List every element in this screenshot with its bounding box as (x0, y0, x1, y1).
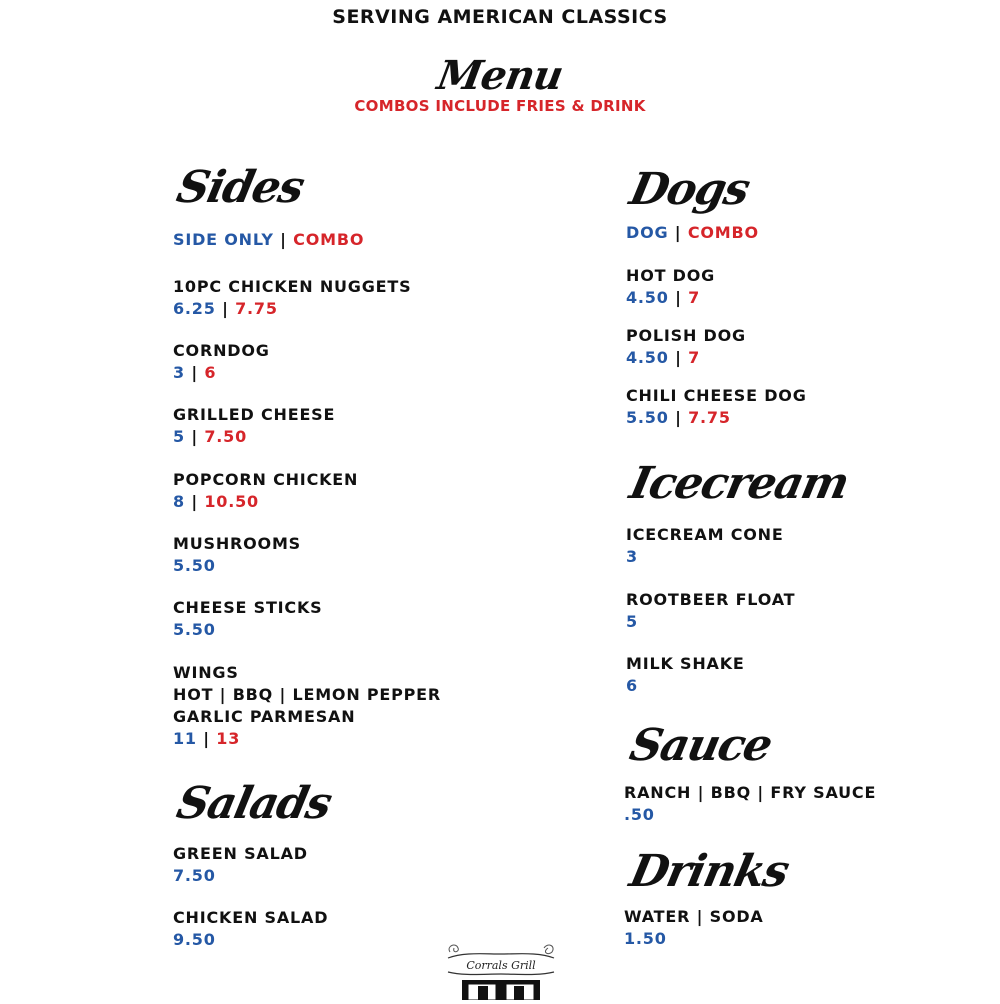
item-name: MUSHROOMS (173, 534, 301, 553)
item-price: 9.50 (173, 930, 216, 949)
item-name: RANCH | BBQ | FRY SAUCE (624, 783, 877, 802)
menu-item-wings (173, 662, 441, 750)
combo-price: 13 (216, 729, 241, 748)
legend-combo: COMBO (293, 230, 365, 249)
single-price: 4.50 (626, 348, 669, 367)
menu-item (173, 597, 322, 641)
menu-item (626, 265, 715, 309)
menu-item (173, 276, 411, 320)
item-price (626, 347, 746, 369)
menu-item (173, 907, 328, 951)
item-name: CHICKEN SALAD (173, 908, 329, 927)
combo-price: 7.75 (235, 299, 278, 318)
item-price (173, 728, 441, 750)
item-price: 5.50 (173, 556, 216, 575)
logo-text: Corrals Grill (466, 959, 536, 972)
legend-separator: | (674, 223, 682, 242)
single-price: 3 (173, 363, 185, 382)
price-separator: | (191, 363, 198, 382)
price-separator: | (203, 729, 210, 748)
menu-item (173, 469, 358, 513)
menu-item (173, 533, 301, 577)
item-price (173, 426, 335, 448)
menu-item (626, 653, 745, 697)
item-name: WINGS (173, 663, 239, 682)
item-name: HOT DOG (626, 266, 716, 285)
combo-price: 10.50 (204, 492, 259, 511)
combo-price: 7 (688, 348, 701, 367)
icecream-heading: Icecream (625, 458, 853, 509)
item-name: WATER | SODA (624, 907, 764, 926)
single-price: 4.50 (626, 288, 669, 307)
item-price (173, 362, 270, 384)
item-price (626, 407, 807, 429)
item-price (626, 287, 715, 309)
dogs-heading: Dogs (625, 164, 754, 215)
menu-item (173, 404, 335, 448)
item-price: 5 (626, 612, 638, 631)
item-name: POPCORN CHICKEN (173, 470, 359, 489)
menu-title: Menu (433, 52, 567, 99)
item-name: 10PC CHICKEN NUGGETS (173, 277, 412, 296)
item-name: CORNDOG (173, 341, 270, 360)
logo-graphic (444, 942, 558, 1000)
wing-flavors: HOT | BBQ | LEMON PEPPER (173, 685, 442, 704)
salads-heading: Salads (172, 778, 336, 829)
combo-price: 7 (688, 288, 701, 307)
corrals-grill-logo (444, 942, 558, 1000)
price-separator: | (675, 348, 682, 367)
item-price: 5.50 (173, 620, 216, 639)
sides-heading: Sides (172, 162, 308, 213)
sauce-heading: Sauce (625, 720, 776, 771)
item-price: 1.50 (624, 929, 667, 948)
legend-single: DOG (626, 223, 669, 242)
item-name: GRILLED CHEESE (173, 405, 336, 424)
menu-item (626, 524, 784, 568)
item-name: GREEN SALAD (173, 844, 308, 863)
drinks-heading: Drinks (625, 846, 793, 897)
item-name: MILK SHAKE (626, 654, 745, 673)
single-price: 6.25 (173, 299, 216, 318)
combo-price: 7.50 (204, 427, 248, 446)
legend-combo: COMBO (687, 223, 759, 242)
combo-price: 7.75 (688, 408, 731, 427)
price-separator: | (675, 288, 682, 307)
menu-item (173, 340, 270, 384)
wing-flavors: GARLIC PARMESAN (173, 707, 356, 726)
item-name: POLISH DOG (626, 326, 746, 345)
item-price (173, 298, 411, 320)
single-price: 5.50 (626, 408, 669, 427)
tagline: SERVING AMERICAN CLASSICS (332, 6, 668, 28)
sides-legend (173, 229, 364, 251)
item-name: CHILI CHEESE DOG (626, 386, 807, 405)
item-name: CHEESE STICKS (173, 598, 323, 617)
item-price (173, 491, 358, 513)
menu-item (626, 589, 795, 633)
legend-separator: | (280, 230, 287, 249)
item-price: 7.50 (173, 866, 216, 885)
menu-item (626, 325, 746, 369)
item-price: .50 (624, 805, 655, 824)
single-price: 11 (173, 729, 197, 748)
item-name: ROOTBEER FLOAT (626, 590, 796, 609)
dogs-legend (626, 222, 759, 244)
menu-item (624, 782, 876, 826)
item-price: 3 (626, 547, 638, 566)
price-separator: | (191, 427, 198, 446)
single-price: 8 (173, 492, 185, 511)
price-separator: | (222, 299, 229, 318)
price-separator: | (191, 492, 198, 511)
menu-item (173, 843, 308, 887)
menu-item (626, 385, 807, 429)
menu-item (624, 906, 764, 950)
single-price: 5 (173, 427, 185, 446)
item-name: ICECREAM CONE (626, 525, 784, 544)
combo-price: 6 (204, 363, 217, 382)
price-separator: | (675, 408, 682, 427)
combo-note: COMBOS INCLUDE FRIES & DRINK (354, 97, 646, 115)
item-price: 6 (626, 676, 638, 695)
legend-single: SIDE ONLY (173, 230, 274, 249)
